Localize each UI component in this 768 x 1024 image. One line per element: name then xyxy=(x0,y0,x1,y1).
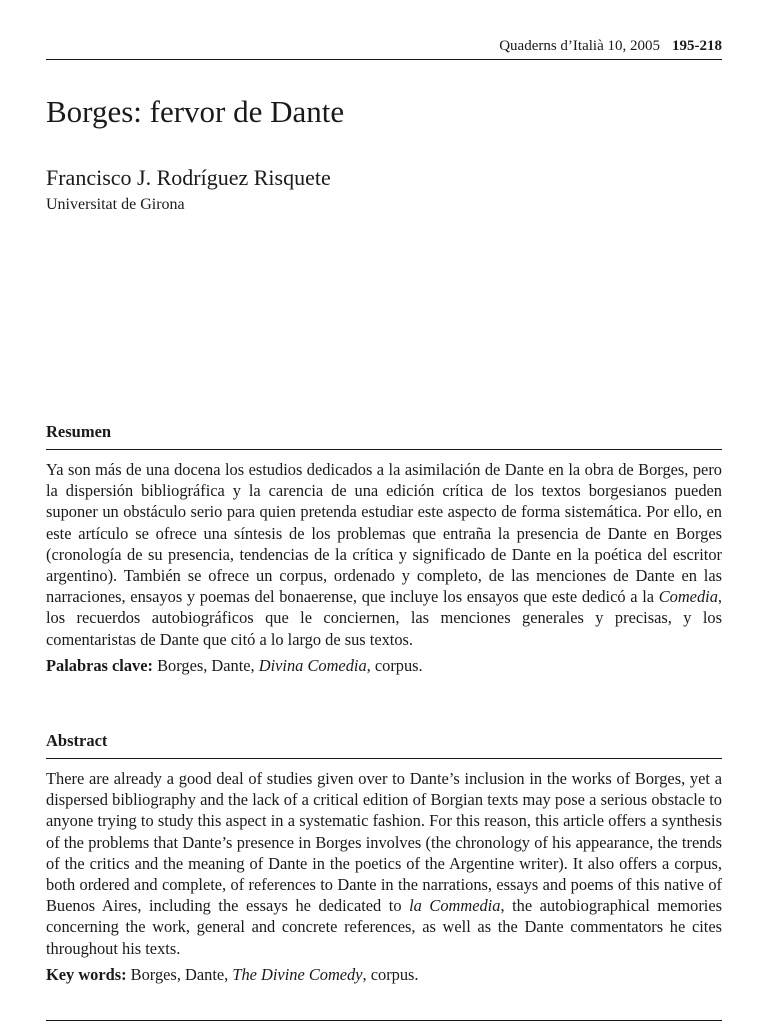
footer-rule xyxy=(46,1020,722,1021)
keywords-part-2: , corpus. xyxy=(362,964,419,984)
author-name: Francisco J. Rodríguez Risquete xyxy=(46,165,331,190)
abstract-keywords xyxy=(46,964,722,985)
keywords-label: Key words: xyxy=(46,964,127,984)
abstract-text-part-1: There are already a good deal of studies given over to Dante’s inclusion in the works of Borges, yet a dispersed bibliography and the lack of a critical edition of Borgian texts may pose a serious obstacle to anyone trying to study this aspect in a systematic fashion. For this reason, this article offers a synthesis of the problems that Dante’s presence in Borges involves (the chronology of his appearance, the trends of the critics and the meaning of Dante in the poetics of the Argentine writer). It also offers a corpus, both ordered and complete, of references to Dante in the narrations, essays and poems of this native of Buenos Aires, including the essays he dedicated to xyxy=(46,769,722,916)
keywords-label: Palabras clave: xyxy=(46,655,153,675)
running-head xyxy=(46,36,722,56)
resumen-text-part-1: Ya son más de una docena los estudios dedicados a la asimilación de Dante en la obra de Borges, pero la dispersión bibliográfica y la carencia de una edición crítica de los textos borgesianos pueden suponer un obstáculo serio para quien pretenda estudiar este aspecto de forma sistemática. Por ello, en este artículo se ofrece una síntesis de los problemas que entraña la presencia de Dante en Borges (cronología de su presencia, tendencias de la crítica y significado de Dante en la poética del escritor argentino). También se ofrece un corpus, ordenado y completo, de las menciones de Dante en las narraciones, ensayos y poemas del bonaerense, que incluye los ensayos que este dedicó a la xyxy=(46,460,722,607)
author-affiliation: Universitat de Girona xyxy=(46,196,185,213)
article-title: Borges: fervor de Dante xyxy=(46,94,345,129)
resumen-body xyxy=(46,459,722,650)
abstract-text-italic: la Commedia xyxy=(409,896,501,916)
resumen-section xyxy=(46,421,722,676)
page-range: 195-218 xyxy=(672,38,722,54)
keywords-italic: The Divine Comedy xyxy=(232,964,363,984)
abstract-body xyxy=(46,768,722,959)
resumen-keywords xyxy=(46,655,722,676)
keywords-italic: Divina Comedia xyxy=(258,655,367,675)
keywords-part-1: Borges, Dante, xyxy=(152,655,259,675)
resumen-text-part-2: , los recuerdos autobiográficos que le conciernen, las menciones generales y precisas, y los comentaristas de Dante que citó a lo largo de sus textos. xyxy=(46,587,722,649)
keywords-part-1: Borges, Dante, xyxy=(126,964,233,984)
abstract-heading: Abstract xyxy=(46,730,722,759)
resumen-heading: Resumen xyxy=(46,421,722,450)
header-rule xyxy=(46,59,722,60)
keywords-part-2: , corpus. xyxy=(366,655,423,675)
resumen-text-italic: Comedia xyxy=(658,587,718,607)
journal-citation: Quaderns d’Italià 10, 2005 xyxy=(499,38,660,54)
abstract-section xyxy=(46,730,722,985)
abstract-text-part-2: , the autobiographical memories concerning the work, general and concrete references, as well as the Dante commentators he cites throughout his texts. xyxy=(46,896,722,958)
